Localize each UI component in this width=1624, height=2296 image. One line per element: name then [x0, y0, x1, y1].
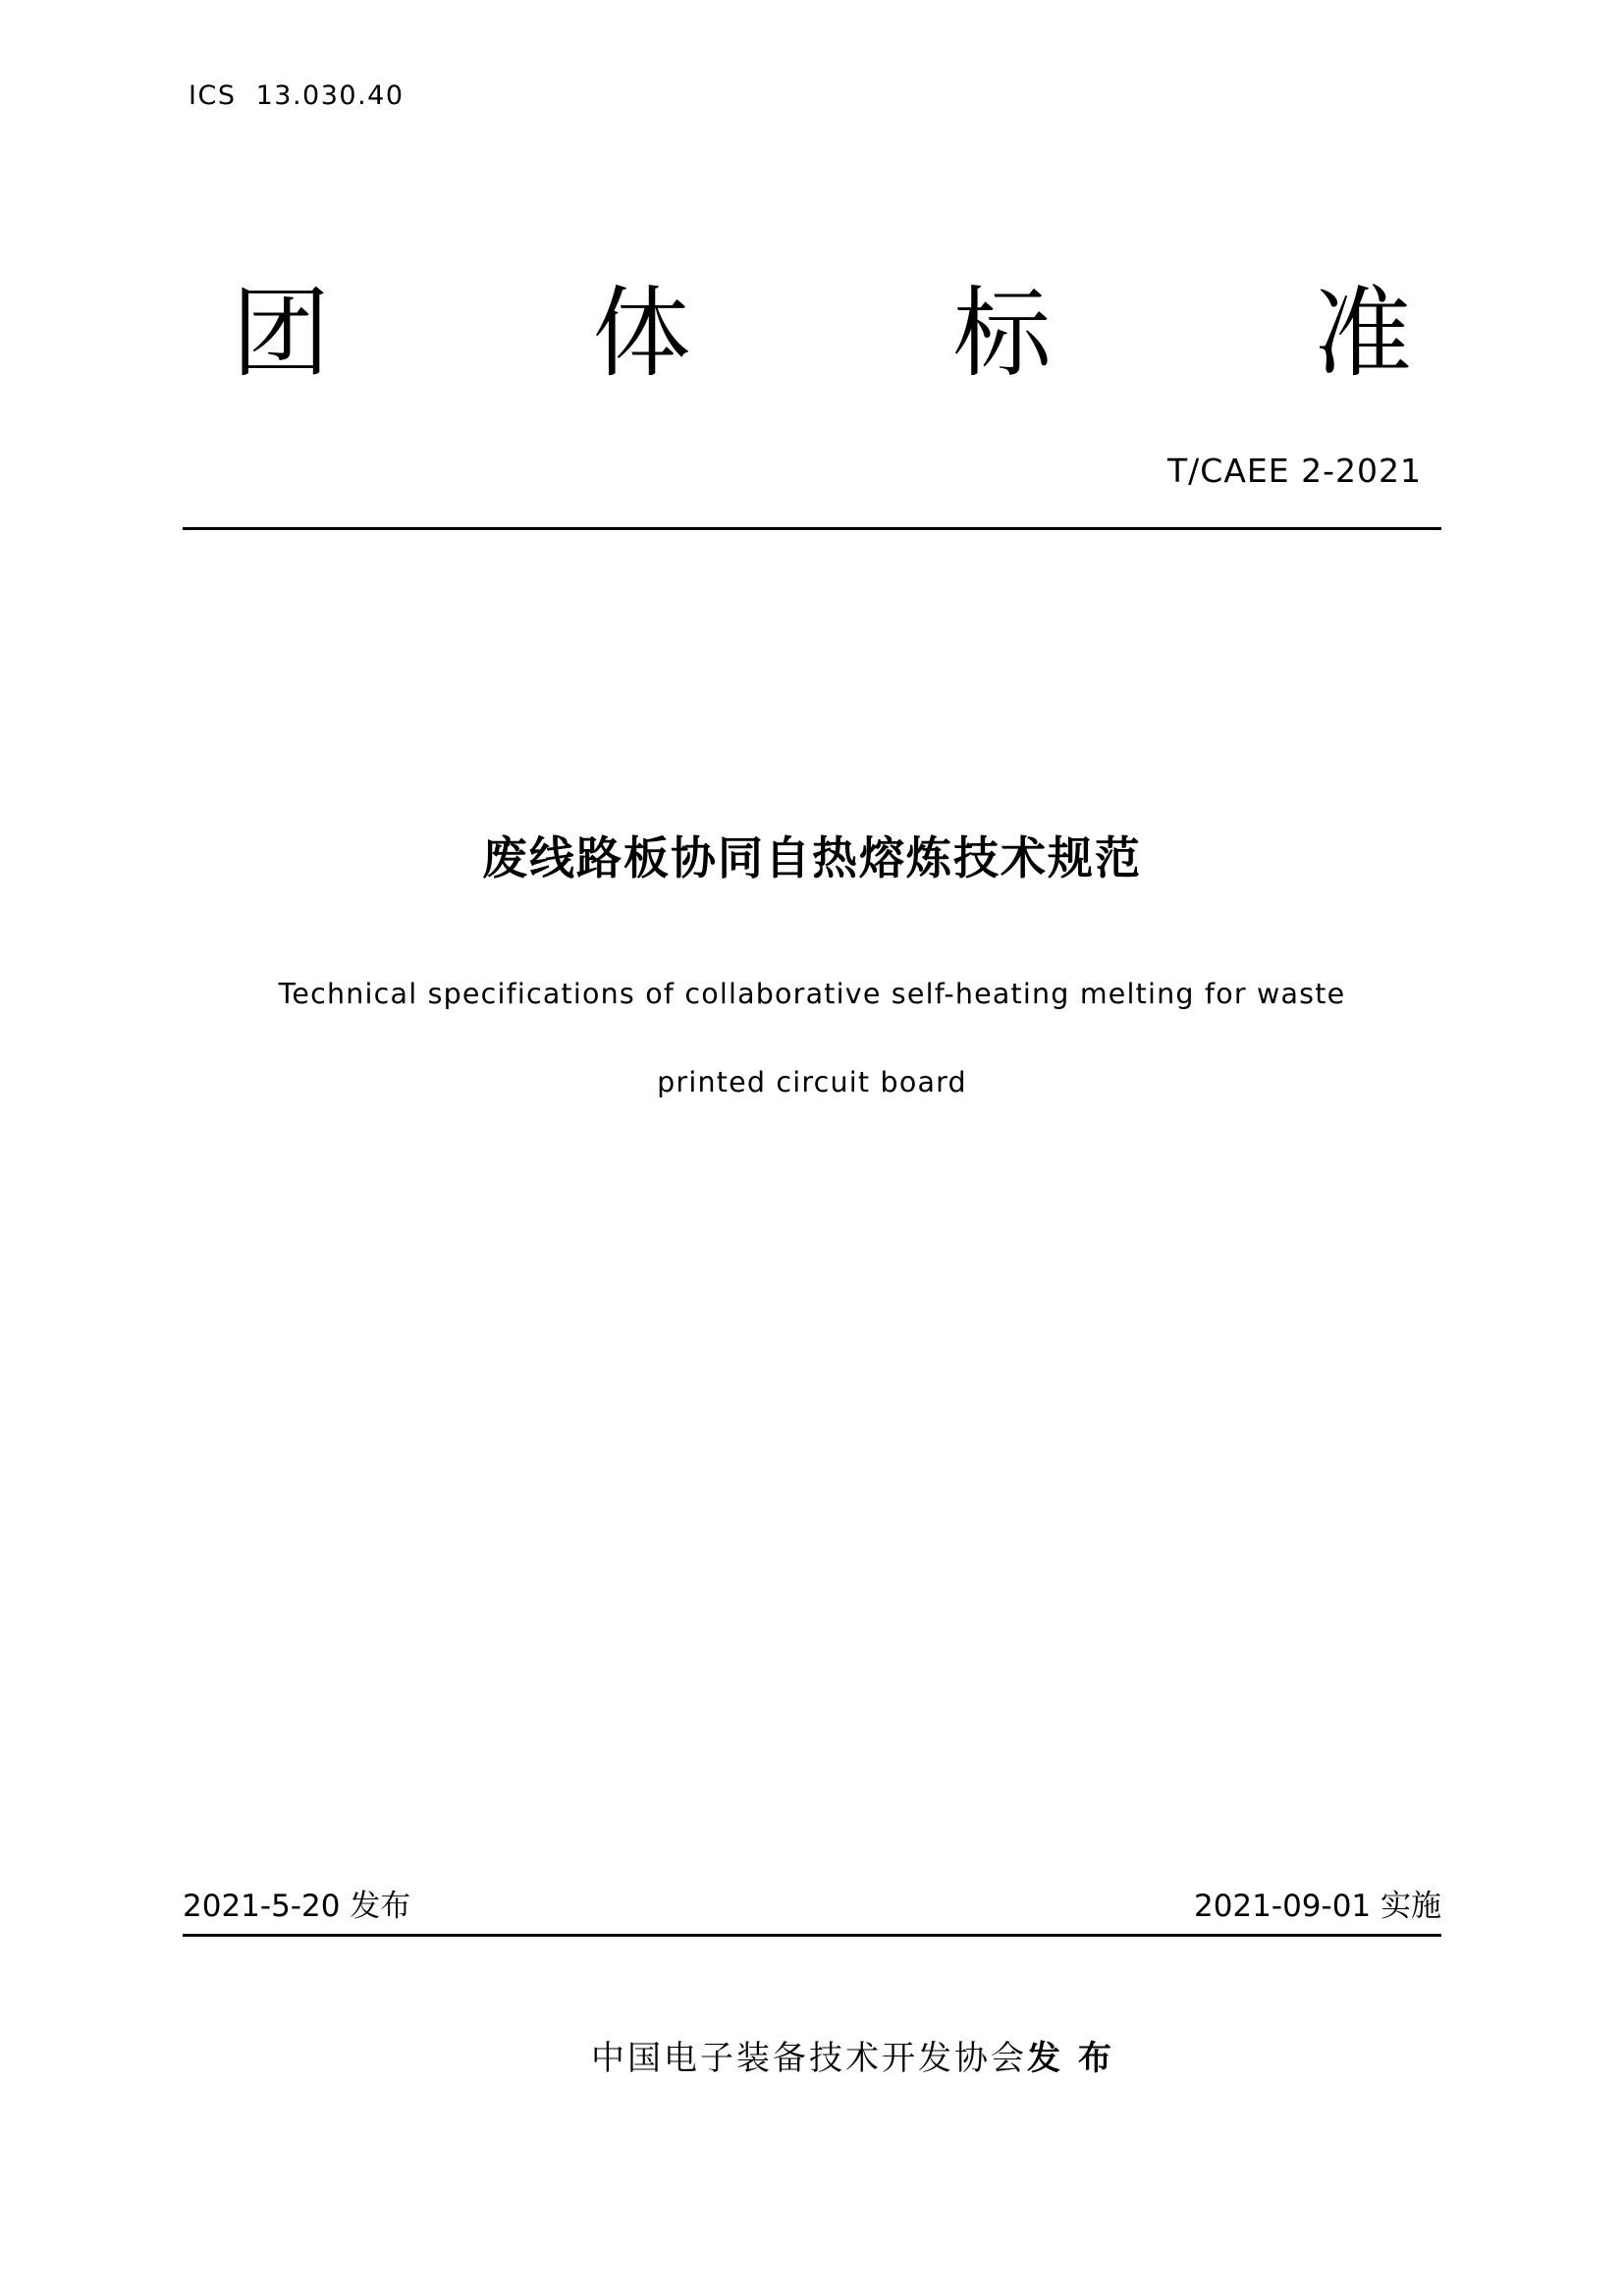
issue-date: 2021-5-20 发布	[183, 1889, 411, 1924]
ics-code: ICS 13.030.40	[189, 80, 405, 111]
dates-row	[183, 1881, 1441, 1925]
publisher-line	[183, 1992, 1441, 2118]
heading-char-1: 团	[232, 276, 330, 391]
publisher-organization: 中国电子装备技术开发协会	[591, 2039, 1027, 2078]
header-divider	[183, 527, 1441, 530]
footer-divider	[183, 1934, 1441, 1937]
implementation-date: 2021-09-01 实施	[1193, 1889, 1441, 1924]
standard-type-heading	[232, 276, 1412, 391]
standard-number: T/CAEE 2-2021	[1167, 452, 1422, 490]
document-title-english	[183, 950, 1441, 1127]
page-content	[183, 0, 1441, 2296]
document-title-chinese: 废线路板协同自热熔炼技术规范	[482, 831, 1142, 884]
heading-char-4: 准	[1313, 276, 1412, 391]
title-english-line-1: Technical specifications of collaborative self-heating melting for waste	[278, 978, 1346, 1010]
title-english-line-2: printed circuit board	[657, 1066, 967, 1098]
heading-char-3: 标	[952, 276, 1052, 391]
heading-char-2: 体	[592, 276, 691, 391]
publisher-action: 发 布	[1027, 2039, 1114, 2078]
